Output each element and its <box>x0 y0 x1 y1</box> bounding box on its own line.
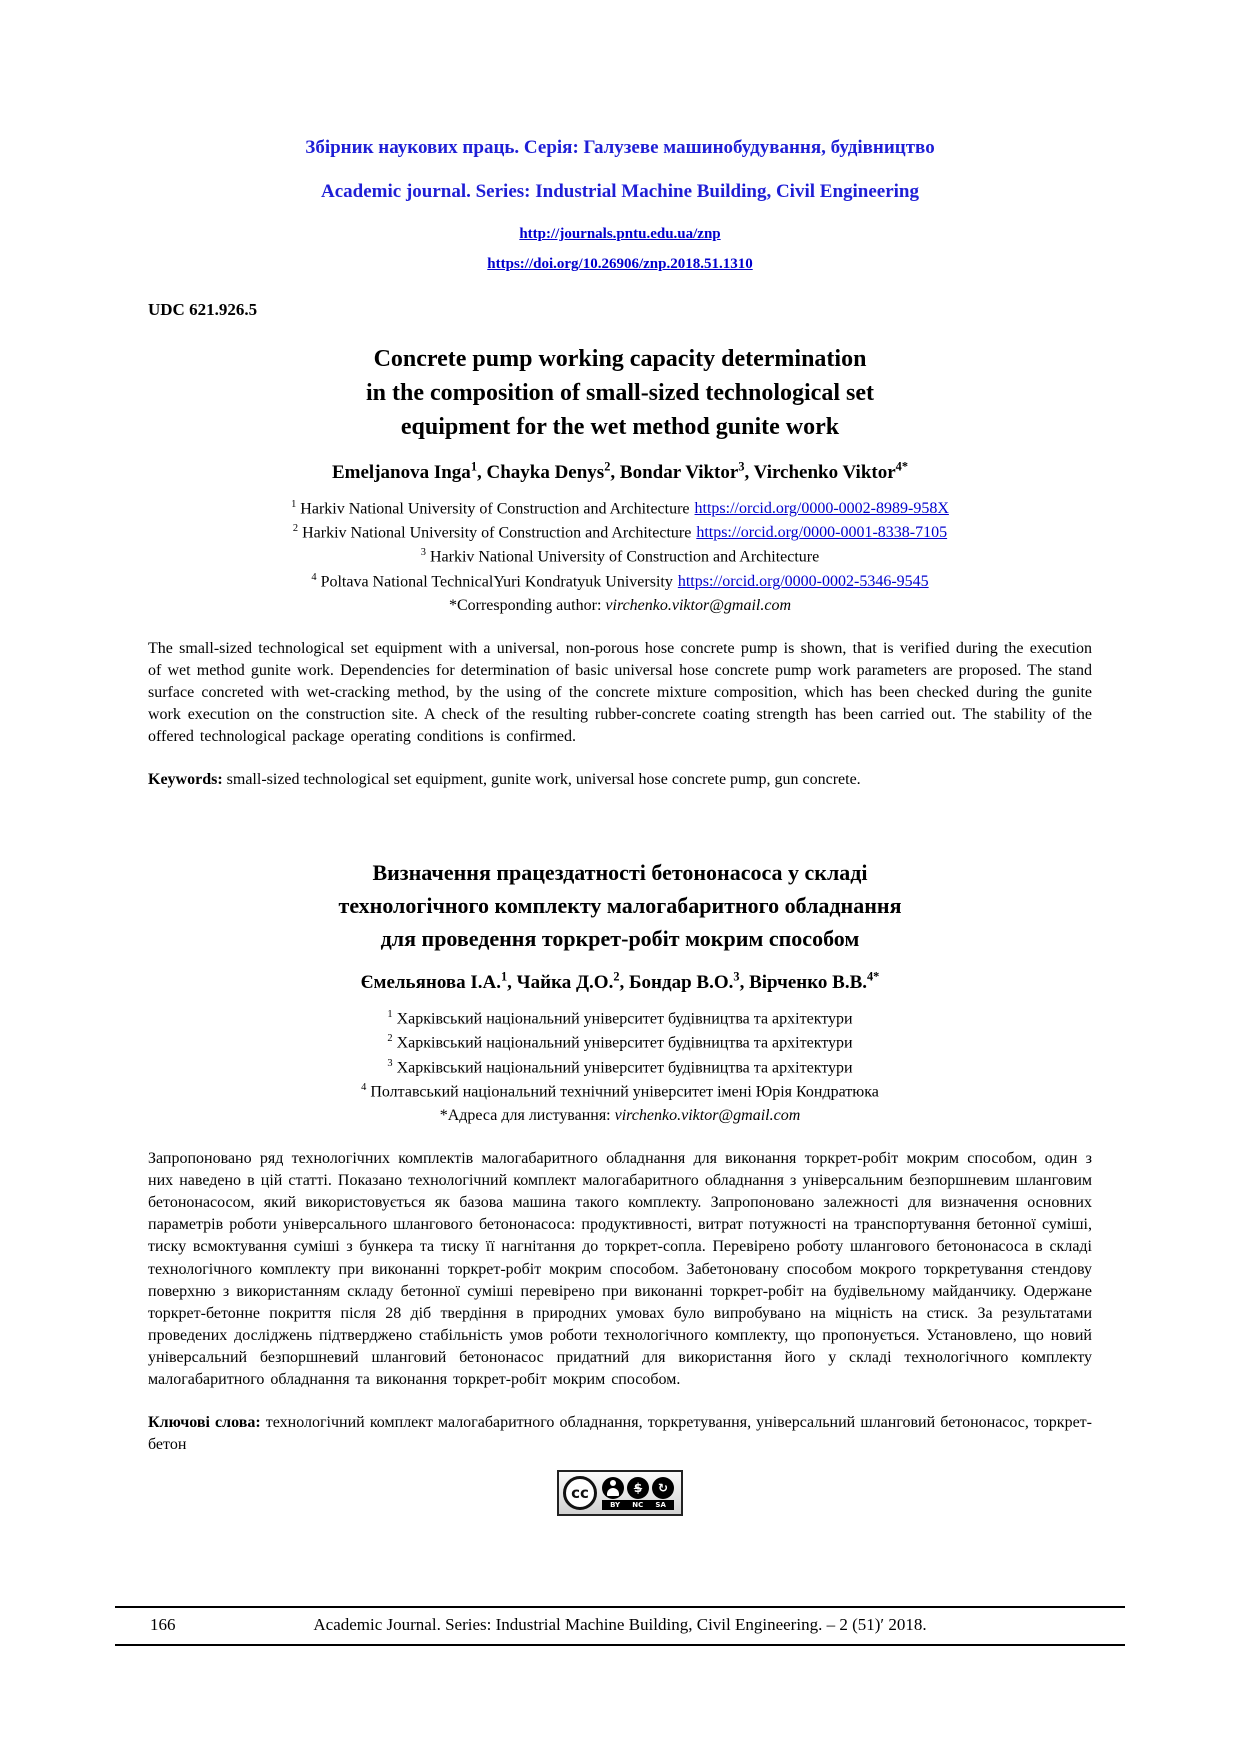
article-title-english: Concrete pump working capacity determination in the composition of small-sized technological set equipment for the wet method gunite work <box>366 346 874 441</box>
journal-title-ukrainian: Збірник наукових праць. Серія: Галузеве машинобудування, будівництво <box>305 137 935 158</box>
footer-journal-text: Academic Journal. Series: Industrial Machine Building, Civil Engineering. – 2 (51)′ 2018. <box>313 1615 927 1634</box>
cc-nc-dollar-icon: $ <box>627 1477 649 1499</box>
keywords-ukrainian: Ключові слова: технологічний комплект малогабаритного обладнання, торкретування, універсальний шланговий бетононасос, торкрет-бетон <box>148 1414 1092 1454</box>
author-name: Chayka Denys$^2$ , <box>486 462 619 483</box>
corresponding-author-english: *Corresponding author: virchenko.viktor@gmail.com <box>448 597 792 615</box>
page-number: 166 <box>150 1615 176 1634</box>
orcid-link[interactable]: https://orcid.org/0000-0002-8989-958X <box>694 500 949 518</box>
keywords-english: Keywords: small-sized technological set equipment, gunite work, universal hose concrete pump, gun concrete. <box>148 771 861 789</box>
affiliations-ukrainian <box>148 1007 1092 1104</box>
authors-ukrainian <box>148 970 1092 994</box>
orcid-link[interactable]: https://orcid.org/0000-0002-5346-9545 <box>677 573 929 591</box>
affiliation-line: $^2$ Харківський національний університет будівництва та архітектури <box>387 1033 853 1052</box>
affiliation-line: $^4$ Полтавський національний технічний університет імені Юрія Кондратюка <box>361 1081 879 1101</box>
cc-license-labels: BY NC SA <box>602 1500 674 1510</box>
journal-title-english: Academic journal. Series: Industrial Machine Building, Civil Engineering <box>321 180 919 202</box>
author-name: Чайка Д.О.$^2$ , <box>517 972 629 993</box>
cc-logo-icon: cc <box>563 1476 597 1510</box>
affiliations-english <box>148 497 1092 594</box>
affiliation-line: $^1$ Harkiv National University of Construction and Architecture https://orcid.org/0000-0002-8989-958X <box>291 498 949 518</box>
authors-english <box>148 459 1092 483</box>
page-footer <box>115 1606 1125 1646</box>
affiliation-line: $^3$ Harkiv National University of Construction and Architecture <box>420 547 820 566</box>
article-title-ukrainian: Визначення працездатності бетононасоса у складі технологічного комплекту малогабаритного обладнання для проведення торкрет-робіт мокрим способом <box>338 859 902 951</box>
affiliation-line: $^2$ Harkiv National University of Construction and Architecture https://orcid.org/0000-0001-8338-7105 <box>292 523 948 542</box>
abstract-english: The small-sized technological set equipment with a universal, non-porous hose concrete pump is shown, that is verified during the execution of wet method gunite work. Dependencies for determination of basic universal hose concrete pump work parameters are proposed. The stand surface concreted with wet-cracking method, by the using of the concrete mixture composition, which has been checked during the gunite work execution on the construction site. A check of the resulting rubber-concrete coating strength has been carried out. The stability of the offered technological package operating conditions is confirmed. <box>148 640 1092 746</box>
author-name: Бондар В.О.$^3$ , <box>629 972 749 993</box>
affiliation-line: $^3$ Харківський національний університет будівництва та архітектури <box>387 1057 853 1076</box>
journal-url-link[interactable]: http://journals.pntu.edu.ua/znp <box>519 226 721 243</box>
corresponding-author-ukrainian: *Адреса для листування: virchenko.viktor@gmail.com <box>439 1107 801 1125</box>
author-name: Emeljanova Inga$^1$ , <box>332 462 487 483</box>
corresponding-email[interactable]: virchenko.viktor@gmail.com <box>614 1107 801 1125</box>
author-name: Virchenko Viktor$^{4*}$ <box>753 459 908 483</box>
affiliation-line: $^1$ Харківський національний університет будівництва та архітектури <box>387 1008 853 1028</box>
doi-link[interactable]: https://doi.org/10.26906/znp.2018.51.1310 <box>487 256 753 273</box>
udc-code: UDC 621.926.5 <box>148 300 258 320</box>
corresponding-email[interactable]: virchenko.viktor@gmail.com <box>605 597 792 615</box>
author-name: Вірченко В.В.$^{4*}$ <box>749 969 880 993</box>
abstract-ukrainian: Запропоновано ряд технологічних комплектів малогабаритного обладнання для виконання торкрет-робіт мокрим способом, один з них наведено в цій статті. Показано технологічний комплект малогабаритного обладнання з універсальним безпоршневим шланговим бетононасосом, який використовується як базова машина такого комплекту. Запропоновано залежності для визначення основних параметрів роботи універсального шлангового бетононасоса: продуктивності, витрат потужності на транспортування бетонної суміші, тиску всмоктування суміші з бункера та тиску її нагнітання до торкрет-сопла. Перевірено роботу шлангового бетононасоса в складі технологічного комплекту при виконанні торкрет-робіт мокрим способом. Забетоновану способом мокрого торкретування стендову поверхню з використанням складу бетонної суміші перевірено при виконанні торкрет-робіт на будівельному майданчику. Одержане торкрет-бетонне покриття після 28 діб твердіння в природних умовах було випробувано на міцність на стиск. За результатами проведених досліджень підтверджено стабільність умов роботи технологічного комплекту, що пропонується. Установлено, що новий універсальний безпоршневий шланговий бетононасос придатний для використання його у складі технологічного комплекту малогабаритного обладнання та виконання торкрет-робіт мокрим способом. <box>148 1150 1092 1388</box>
author-name: Bondar Viktor$^3$ , <box>620 462 754 483</box>
cc-by-person-icon <box>602 1477 624 1499</box>
affiliation-line: $^4$ Poltava National TechnicalYuri Kondratyuk University https://orcid.org/0000-0002-5346-9545 <box>311 571 929 591</box>
cc-license-badge[interactable] <box>557 1470 683 1516</box>
author-name: Ємельянова І.А.$^1$ , <box>361 972 517 993</box>
orcid-link[interactable]: https://orcid.org/0000-0001-8338-7105 <box>696 524 948 542</box>
cc-sa-arrow-icon: ↻ <box>652 1477 674 1499</box>
